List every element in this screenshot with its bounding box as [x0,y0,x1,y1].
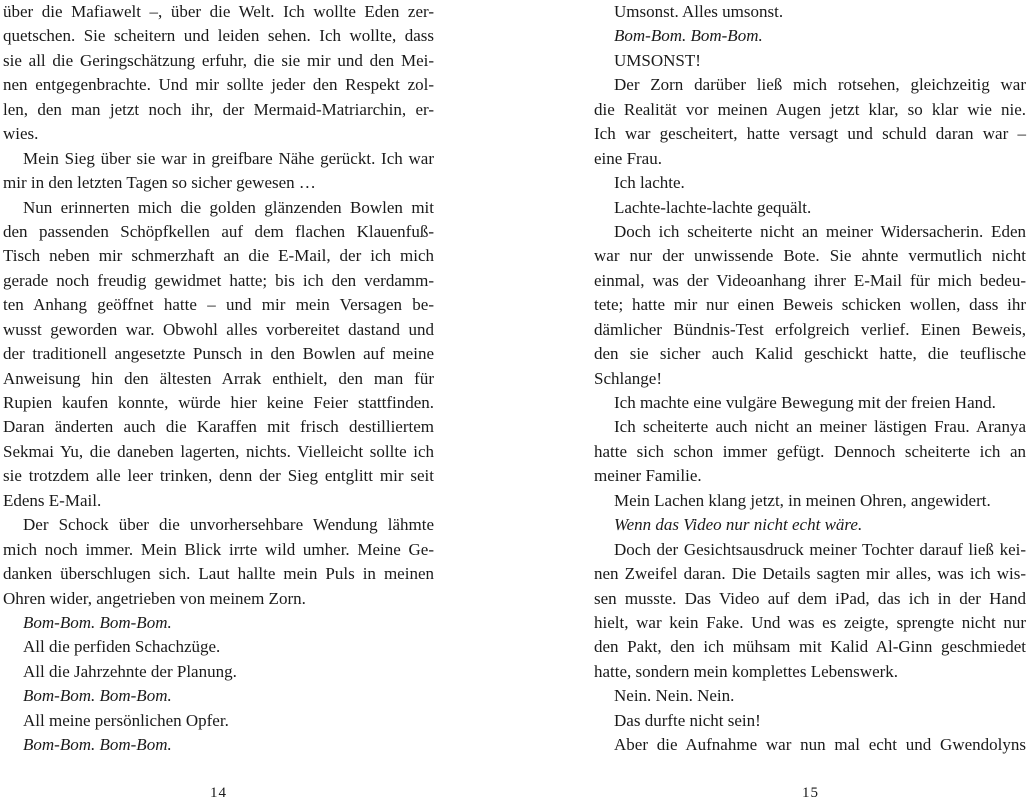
text-line: quetschen. Sie scheitern und leiden sehen. Ich wollte, dass [3,26,434,46]
text-line: Doch der Gesichtsausdruck meiner Tochter darauf ließ kei- [614,539,1026,559]
text-line: Tisch neben mir schmerzhaft an die E-Mail, der ich mich [3,246,434,266]
text-line: Rupien kaufen konnte, würde hier keine Feier stattfinden. [3,393,434,412]
text-line: Bom-Bom. Bom-Bom. [23,612,172,632]
text-line: len, den man jetzt noch ihr, der Mermaid-Matriarchin, er- [3,99,434,119]
text-line: Anweisung hin den ältesten Arrak enthielt, den man für [3,368,434,388]
text-line: eine Frau. [594,148,662,168]
text-line: den Pakt, den ich mühsam mit Kalid Al-Ginn geschmiedet [594,637,1026,657]
text-line: hatte sich schon immer gefügt. Dennoch scheiterte ich an [594,441,1026,461]
right-page [524,0,1024,800]
text-line: Bom-Bom. Bom-Bom. [23,735,172,755]
text-line: war nur der unwissende Bote. Sie ahnte vermutlich nicht [594,246,1026,266]
text-line: ten Anhang geöffnet hatte – und mir mein Versagen be- [3,295,434,315]
text-line: Nun erinnerten mich die golden glänzenden Bowlen mit [23,197,434,217]
text-line: Ich scheiterte auch nicht an meiner lästigen Frau. Aranya [614,417,1026,437]
text-line: All meine persönlichen Opfer. [23,710,229,730]
text-line: Edens E-Mail. [3,490,102,510]
text-line: wies. [3,124,39,144]
text-line: sie all die Geringschätzung erfuhr, die sie mir und den Mei- [3,50,434,70]
text-line: gerade noch freudig gewidmet hatte; bis ich den verdamm- [3,270,434,290]
text-line: mich noch immer. Mein Blick irrte wild umher. Meine Ge- [3,539,434,559]
page-number: 14 [210,785,227,801]
right-page-text [594,0,1026,758]
text-line: dämlicher Bündnis-Test erfolgreich verlief. Einen Beweis, [594,319,1026,339]
text-line: die Realität vor meinen Augen jetzt klar, so klar wie nie. [594,99,1026,119]
text-line: Nein. Nein. Nein. [614,686,735,706]
text-line: Ich war gescheitert, hatte versagt und schuld daran war – [594,124,1026,144]
text-line: Daran änderten auch die Karaffen mit frisch destilliertem [3,417,434,437]
text-line: hielt, war kein Fake. Und was es zeigte, sprengte nicht nur [594,612,1026,632]
text-line: mir in den letzten Tagen so sicher gewesen … [3,173,316,193]
text-line: Bom-Bom. Bom-Bom. [614,26,763,46]
text-line: Ich lachte. [614,173,685,193]
text-line: UMSONST! [614,50,701,70]
text-line: Aber die Aufnahme war nun mal echt und Gwendolyns [614,735,1026,755]
text-line: nen Zweifel daran. Die Details sagten mir alles, was ich wis- [594,564,1026,584]
text-line: Wenn das Video nur nicht echt wäre. [614,515,863,535]
text-line: Sekmai Yu, die daneben lagerten, nichts. Vielleicht sollte ich [3,441,434,461]
text-line: All die perfiden Schachzüge. [23,637,221,657]
text-line: danken überschlugen sich. Laut hallte mein Puls in meinen [3,564,434,584]
page-number: 15 [802,785,819,801]
text-line: nen entgegenbrachte. Und mir sollte jeder den Respekt zol- [3,75,434,95]
text-line: tete; hatte mir nur einen Beweis schicken wollen, dass ihr [594,295,1026,315]
text-line: Der Schock über die unvorhersehbare Wendung lähmte [23,515,434,535]
text-line: Mein Sieg über sie war in greifbare Nähe gerückt. Ich war [23,148,434,168]
text-line: meiner Familie. [594,466,702,486]
text-line: wusst geworden war. Obwohl alles vorbereitet dastand und [3,319,434,339]
text-line: der traditionell angesetzte Punsch in den Bowlen auf meine [3,344,434,364]
left-page [0,0,500,800]
text-line: Der Zorn darüber ließ mich rotsehen, gleichzeitig war [614,75,1026,95]
text-line: Umsonst. Alles umsonst. [614,2,784,21]
text-line: Doch ich scheiterte nicht an meiner Widersacherin. Eden [614,221,1026,241]
text-line: den sie sicher auch Kalid geschickt hatte, die teuflische [594,344,1026,364]
text-line: Schlange! [594,368,662,388]
text-line: den passenden Schöpfkellen auf dem flachen Klauenfuß- [3,221,434,241]
text-line: Lachte-lachte-lachte gequält. [614,197,812,217]
text-line: über die Mafiawelt –, über die Welt. Ich wollte Eden zer- [3,2,434,21]
text-line: Das durfte nicht sein! [614,710,761,730]
text-line: hatte, sondern mein komplettes Lebenswerk. [594,661,899,681]
text-line: Mein Lachen klang jetzt, in meinen Ohren, angewidert. [614,490,991,510]
left-page-text [3,0,434,758]
text-line: sie trotzdem alle leer trinken, denn der Sieg entglitt mir seit [3,466,434,486]
text-line: Ohren wider, angetrieben von meinem Zorn. [3,588,306,608]
text-line: All die Jahrzehnte der Planung. [23,661,237,681]
text-line: Ich machte eine vulgäre Bewegung mit der freien Hand. [614,393,996,412]
text-line: einmal, was der Videoanhang ihrer E-Mail für mich bedeu- [594,270,1026,290]
text-line: Bom-Bom. Bom-Bom. [23,686,172,706]
text-line: sen musste. Das Video auf dem iPad, das ich in der Hand [594,588,1026,608]
